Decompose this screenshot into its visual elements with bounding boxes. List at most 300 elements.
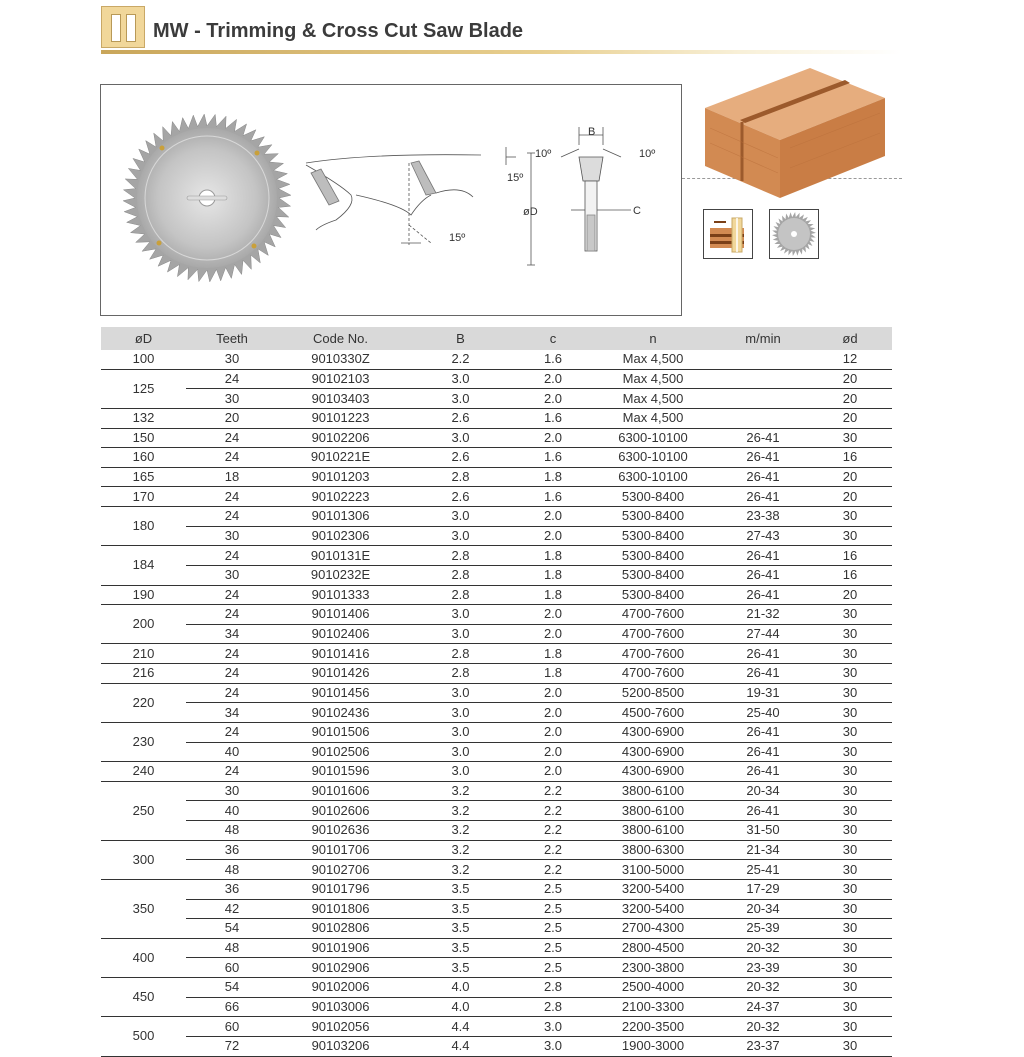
table-cell: 3.0 (403, 762, 518, 782)
table-cell: 3.5 (403, 879, 518, 899)
table-cell: 90102706 (278, 860, 403, 880)
wood-block-image (700, 68, 890, 203)
table-cell: 34 (186, 624, 278, 644)
table-cell: 27-43 (718, 526, 808, 546)
table-cell: 30 (186, 389, 278, 409)
clearance-angle-label: 15º (449, 232, 466, 244)
table-cell: 26-41 (718, 565, 808, 585)
table-row (101, 840, 892, 860)
table-cell: 24 (186, 762, 278, 782)
table-cell: 27-44 (718, 624, 808, 644)
table-cell: 2.2 (518, 840, 588, 860)
table-cell: 3.0 (403, 507, 518, 527)
table-cell: 30 (808, 526, 892, 546)
table-cell: 2500-4000 (588, 978, 718, 998)
table-cell: 4.4 (403, 1036, 518, 1056)
table-cell: 90102006 (278, 978, 403, 998)
table-cell: 60 (186, 1017, 278, 1037)
table-cell: 90103403 (278, 389, 403, 409)
table-cell: 1.8 (518, 664, 588, 684)
table-cell: 4700-7600 (588, 664, 718, 684)
table-cell: 1.8 (518, 467, 588, 487)
table-row (101, 624, 892, 644)
table-cell: 30 (808, 664, 892, 684)
label-c: C (633, 205, 641, 217)
table-row (101, 899, 892, 919)
diameter-cell: 350 (101, 879, 186, 938)
table-cell: 12 (808, 350, 892, 369)
table-cell: 1.8 (518, 585, 588, 605)
table-cell: 2.6 (403, 448, 518, 468)
table-cell: 3800-6100 (588, 821, 718, 841)
table-cell: 3.2 (403, 781, 518, 801)
column-header: øD (101, 327, 186, 350)
blade-side-view-drawing (561, 127, 631, 251)
table-cell: 2.0 (518, 369, 588, 389)
table-cell: 48 (186, 938, 278, 958)
table-cell: 90102406 (278, 624, 403, 644)
table-cell: 2.2 (518, 801, 588, 821)
table-cell: 1.6 (518, 350, 588, 369)
category-icon-slot-left (111, 14, 121, 42)
table-row (101, 350, 892, 369)
table-cell: 20 (808, 585, 892, 605)
table-row (101, 703, 892, 723)
diameter-cell: 200 (101, 605, 186, 644)
table-cell: 2.8 (403, 644, 518, 664)
table-cell: 2.5 (518, 958, 588, 978)
diameter-cell: 170 (101, 487, 186, 507)
table-cell: 24 (186, 644, 278, 664)
table-cell: 90101223 (278, 408, 403, 428)
table-cell: 30 (808, 762, 892, 782)
diameter-cell: 125 (101, 369, 186, 408)
table-cell: 4300-6900 (588, 762, 718, 782)
table-cell: 26-41 (718, 546, 808, 566)
table-cell: 30 (808, 1036, 892, 1056)
table-cell: 3.0 (403, 369, 518, 389)
table-cell: 48 (186, 860, 278, 880)
table-cell: 66 (186, 997, 278, 1017)
table-cell: 31-50 (718, 821, 808, 841)
table-cell: 90102056 (278, 1017, 403, 1037)
table-cell (718, 350, 808, 369)
table-cell: 26-41 (718, 487, 808, 507)
diameter-cell: 220 (101, 683, 186, 722)
diameter-cell: 300 (101, 840, 186, 879)
table-cell: 30 (808, 899, 892, 919)
table-cell: 25-41 (718, 860, 808, 880)
column-header: m/min (718, 327, 808, 350)
table-cell: 3.0 (403, 683, 518, 703)
table-cell: 2.0 (518, 722, 588, 742)
table-cell: 30 (186, 350, 278, 369)
table-cell: 26-41 (718, 448, 808, 468)
table-cell: 24 (186, 428, 278, 448)
table-cell: 90102806 (278, 919, 403, 939)
table-cell: 16 (808, 546, 892, 566)
diameter-cell: 160 (101, 448, 186, 468)
table-cell: 4700-7600 (588, 624, 718, 644)
diameter-cell: 180 (101, 507, 186, 546)
table-cell: 30 (808, 507, 892, 527)
table-cell: 1.6 (518, 487, 588, 507)
table-cell (718, 369, 808, 389)
table-cell: 2.0 (518, 762, 588, 782)
table-cell: 2.8 (403, 546, 518, 566)
table-cell: 90101416 (278, 644, 403, 664)
table-cell: 1.6 (518, 408, 588, 428)
column-header: B (403, 327, 518, 350)
column-header: n (588, 327, 718, 350)
table-cell: 24 (186, 369, 278, 389)
table-cell: 34 (186, 703, 278, 723)
table-cell: 3200-5400 (588, 899, 718, 919)
table-cell: 40 (186, 801, 278, 821)
table-cell: 2.0 (518, 703, 588, 723)
table-row (101, 1036, 892, 1056)
table-cell: 25-40 (718, 703, 808, 723)
table-row (101, 428, 892, 448)
table-cell: 21-34 (718, 840, 808, 860)
table-cell: 90101806 (278, 899, 403, 919)
table-cell: 3.0 (403, 526, 518, 546)
table-cell: 2.0 (518, 507, 588, 527)
table-cell: 90102506 (278, 742, 403, 762)
diameter-cell: 500 (101, 1017, 186, 1056)
column-header: Teeth (186, 327, 278, 350)
table-cell: 9010330Z (278, 350, 403, 369)
table-cell: 2200-3500 (588, 1017, 718, 1037)
table-row (101, 605, 892, 625)
title-underline (101, 50, 901, 54)
table-cell: 3.5 (403, 899, 518, 919)
diameter-cell: 216 (101, 664, 186, 684)
table-row (101, 801, 892, 821)
table-cell: 3.0 (403, 742, 518, 762)
table-cell: 2.8 (403, 585, 518, 605)
table-cell: 90101426 (278, 664, 403, 684)
table-cell: 26-41 (718, 428, 808, 448)
table-row (101, 369, 892, 389)
table-cell: 30 (808, 624, 892, 644)
cross-cut-application-icon (703, 209, 753, 259)
table-cell: 2.5 (518, 919, 588, 939)
table-cell: 90101456 (278, 683, 403, 703)
table-cell: 3.0 (403, 605, 518, 625)
table-cell: 2.2 (518, 781, 588, 801)
table-cell: 2.5 (518, 879, 588, 899)
page-title: MW - Trimming & Cross Cut Saw Blade (153, 20, 524, 42)
diameter-cell: 400 (101, 938, 186, 977)
saw-blade-icon (123, 114, 291, 282)
table-cell: 24 (186, 546, 278, 566)
table-cell: 3.0 (403, 703, 518, 723)
table-cell: 30 (808, 978, 892, 998)
table-cell: Max 4,500 (588, 408, 718, 428)
diameter-cell: 150 (101, 428, 186, 448)
table-cell: 2.0 (518, 683, 588, 703)
table-row (101, 683, 892, 703)
diameter-cell: 230 (101, 722, 186, 761)
table-cell (718, 408, 808, 428)
table-cell: 3.2 (403, 801, 518, 821)
table-cell: 30 (186, 526, 278, 546)
table-cell: 18 (186, 467, 278, 487)
table-cell: 30 (808, 1017, 892, 1037)
diameter-label: øD (523, 206, 538, 218)
diameter-cell: 100 (101, 350, 186, 369)
table-cell: 4.4 (403, 1017, 518, 1037)
table-cell: 30 (808, 428, 892, 448)
table-cell: 30 (186, 565, 278, 585)
table-cell: 90101406 (278, 605, 403, 625)
column-header: Code No. (278, 327, 403, 350)
table-cell: 3.0 (403, 428, 518, 448)
diameter-cell: 210 (101, 644, 186, 664)
column-header: c (518, 327, 588, 350)
table-row (101, 762, 892, 782)
angle-right-label: 10º (639, 148, 656, 160)
table-cell: 90101606 (278, 781, 403, 801)
table-cell: 20-32 (718, 978, 808, 998)
table-row (101, 879, 892, 899)
table-cell: 26-41 (718, 722, 808, 742)
table-cell: 1.6 (518, 448, 588, 468)
table-cell: 6300-10100 (588, 467, 718, 487)
table-cell: 90102906 (278, 958, 403, 978)
diameter-cell: 165 (101, 467, 186, 487)
table-cell: 24-37 (718, 997, 808, 1017)
table-cell: 21-32 (718, 605, 808, 625)
table-cell: 20 (808, 487, 892, 507)
table-cell: 5300-8400 (588, 546, 718, 566)
table-cell: 3.0 (403, 722, 518, 742)
table-row (101, 781, 892, 801)
table-cell: 4500-7600 (588, 703, 718, 723)
table-cell: 90102103 (278, 369, 403, 389)
table-cell: 90102606 (278, 801, 403, 821)
table-cell: 2.8 (403, 467, 518, 487)
table-row (101, 467, 892, 487)
table-cell (718, 389, 808, 409)
table-cell: 90101333 (278, 585, 403, 605)
table-cell: 2700-4300 (588, 919, 718, 939)
table-cell: 2300-3800 (588, 958, 718, 978)
table-cell: Max 4,500 (588, 389, 718, 409)
table-cell: 90102636 (278, 821, 403, 841)
table-cell: 30 (808, 801, 892, 821)
table-cell: 90101706 (278, 840, 403, 860)
table-cell: 3200-5400 (588, 879, 718, 899)
tooth-profile-drawing (306, 147, 535, 265)
table-cell: 17-29 (718, 879, 808, 899)
table-cell: 20-34 (718, 899, 808, 919)
table-cell: 30 (808, 781, 892, 801)
diameter-cell: 132 (101, 408, 186, 428)
table-cell: 3800-6100 (588, 781, 718, 801)
table-cell: 3.5 (403, 938, 518, 958)
table-cell: 90102306 (278, 526, 403, 546)
table-cell: 2.8 (403, 565, 518, 585)
table-cell: 24 (186, 448, 278, 468)
table-cell: 60 (186, 958, 278, 978)
table-cell: 2.2 (403, 350, 518, 369)
table-cell: 3.0 (403, 389, 518, 409)
table-cell: 48 (186, 821, 278, 841)
table-cell: 4.0 (403, 997, 518, 1017)
diameter-cell: 240 (101, 762, 186, 782)
table-cell: 90102206 (278, 428, 403, 448)
table-cell: 1.8 (518, 565, 588, 585)
table-cell: 20 (808, 389, 892, 409)
table-cell: 25-39 (718, 919, 808, 939)
table-cell: 26-41 (718, 644, 808, 664)
table-cell: 3.2 (403, 821, 518, 841)
table-cell: 24 (186, 664, 278, 684)
table-cell: 6300-10100 (588, 448, 718, 468)
table-cell: 2.0 (518, 526, 588, 546)
table-cell: 23-37 (718, 1036, 808, 1056)
table-cell: 2.8 (518, 978, 588, 998)
label-b: B (588, 126, 596, 138)
table-row (101, 860, 892, 880)
table-cell: 19-31 (718, 683, 808, 703)
table-cell: 1.8 (518, 644, 588, 664)
table-row (101, 565, 892, 585)
table-cell: 2.8 (518, 997, 588, 1017)
table-cell: 2.6 (403, 408, 518, 428)
table-cell: 30 (808, 840, 892, 860)
table-cell: 24 (186, 487, 278, 507)
table-row (101, 644, 892, 664)
table-cell: 3.5 (403, 919, 518, 939)
table-cell: 90101506 (278, 722, 403, 742)
table-cell: 90103206 (278, 1036, 403, 1056)
table-cell: 3.0 (403, 624, 518, 644)
table-cell: 30 (808, 683, 892, 703)
table-row (101, 1017, 892, 1037)
table-cell: 4700-7600 (588, 644, 718, 664)
table-cell: 30 (808, 938, 892, 958)
table-cell: 6300-10100 (588, 428, 718, 448)
table-cell: 2.0 (518, 742, 588, 762)
table-cell: 20 (808, 408, 892, 428)
table-cell: 30 (186, 781, 278, 801)
table-cell: 2.0 (518, 624, 588, 644)
table-row (101, 664, 892, 684)
table-cell: 30 (808, 958, 892, 978)
table-cell: 36 (186, 840, 278, 860)
category-icon-slot-right (126, 14, 136, 42)
table-cell: 30 (808, 860, 892, 880)
table-cell: 2.0 (518, 428, 588, 448)
table-cell: 4300-6900 (588, 742, 718, 762)
blade-diagram (100, 84, 682, 316)
table-row (101, 487, 892, 507)
table-cell: 23-38 (718, 507, 808, 527)
table-cell: 26-41 (718, 585, 808, 605)
table-cell: 3.0 (518, 1017, 588, 1037)
table-cell: 9010131E (278, 546, 403, 566)
table-cell: 3.2 (403, 840, 518, 860)
table-cell: 36 (186, 879, 278, 899)
table-cell: 90101906 (278, 938, 403, 958)
specification-table (101, 327, 892, 1057)
table-cell: 3100-5000 (588, 860, 718, 880)
table-row (101, 978, 892, 998)
table-row (101, 408, 892, 428)
table-cell: 4300-6900 (588, 722, 718, 742)
diameter-cell: 450 (101, 978, 186, 1017)
table-cell: 5300-8400 (588, 507, 718, 527)
table-cell: 20 (186, 408, 278, 428)
table-row (101, 585, 892, 605)
table-cell: 26-41 (718, 742, 808, 762)
table-cell: 9010221E (278, 448, 403, 468)
table-cell: 42 (186, 899, 278, 919)
table-cell: 9010232E (278, 565, 403, 585)
column-header: ød (808, 327, 892, 350)
table-row (101, 742, 892, 762)
table-cell: 3.0 (518, 1036, 588, 1056)
table-cell: Max 4,500 (588, 350, 718, 369)
table-cell: 2.0 (518, 605, 588, 625)
diameter-cell: 184 (101, 546, 186, 585)
table-cell: 54 (186, 978, 278, 998)
table-cell: 30 (808, 703, 892, 723)
table-cell: 90101203 (278, 467, 403, 487)
table-cell: 40 (186, 742, 278, 762)
table-row (101, 919, 892, 939)
table-cell: 5300-8400 (588, 565, 718, 585)
table-cell: 24 (186, 683, 278, 703)
category-icon (101, 6, 145, 48)
table-cell: 2100-3300 (588, 997, 718, 1017)
table-row (101, 526, 892, 546)
table-cell: 24 (186, 605, 278, 625)
table-cell: 4700-7600 (588, 605, 718, 625)
table-cell: 16 (808, 448, 892, 468)
table-cell: 20-32 (718, 1017, 808, 1037)
table-cell: Max 4,500 (588, 369, 718, 389)
table-cell: 5300-8400 (588, 585, 718, 605)
table-cell: 2.6 (403, 487, 518, 507)
table-cell: 23-39 (718, 958, 808, 978)
table-cell: 30 (808, 919, 892, 939)
table-cell: 24 (186, 507, 278, 527)
table-cell: 4.0 (403, 978, 518, 998)
table-cell: 3800-6300 (588, 840, 718, 860)
table-cell: 30 (808, 997, 892, 1017)
table-cell: 26-41 (718, 664, 808, 684)
table-cell: 30 (808, 644, 892, 664)
rake-angle-label: 15º (507, 172, 524, 184)
table-row (101, 938, 892, 958)
table-cell: 5300-8400 (588, 526, 718, 546)
table-cell: 2.8 (403, 664, 518, 684)
table-cell: 26-41 (718, 467, 808, 487)
table-cell: 54 (186, 919, 278, 939)
table-row (101, 722, 892, 742)
table-cell: 30 (808, 722, 892, 742)
table-cell: 90101306 (278, 507, 403, 527)
table-cell: 90101596 (278, 762, 403, 782)
table-cell: 2.5 (518, 899, 588, 919)
table-cell: 72 (186, 1036, 278, 1056)
table-cell: 2.0 (518, 389, 588, 409)
table-cell: 26-41 (718, 762, 808, 782)
